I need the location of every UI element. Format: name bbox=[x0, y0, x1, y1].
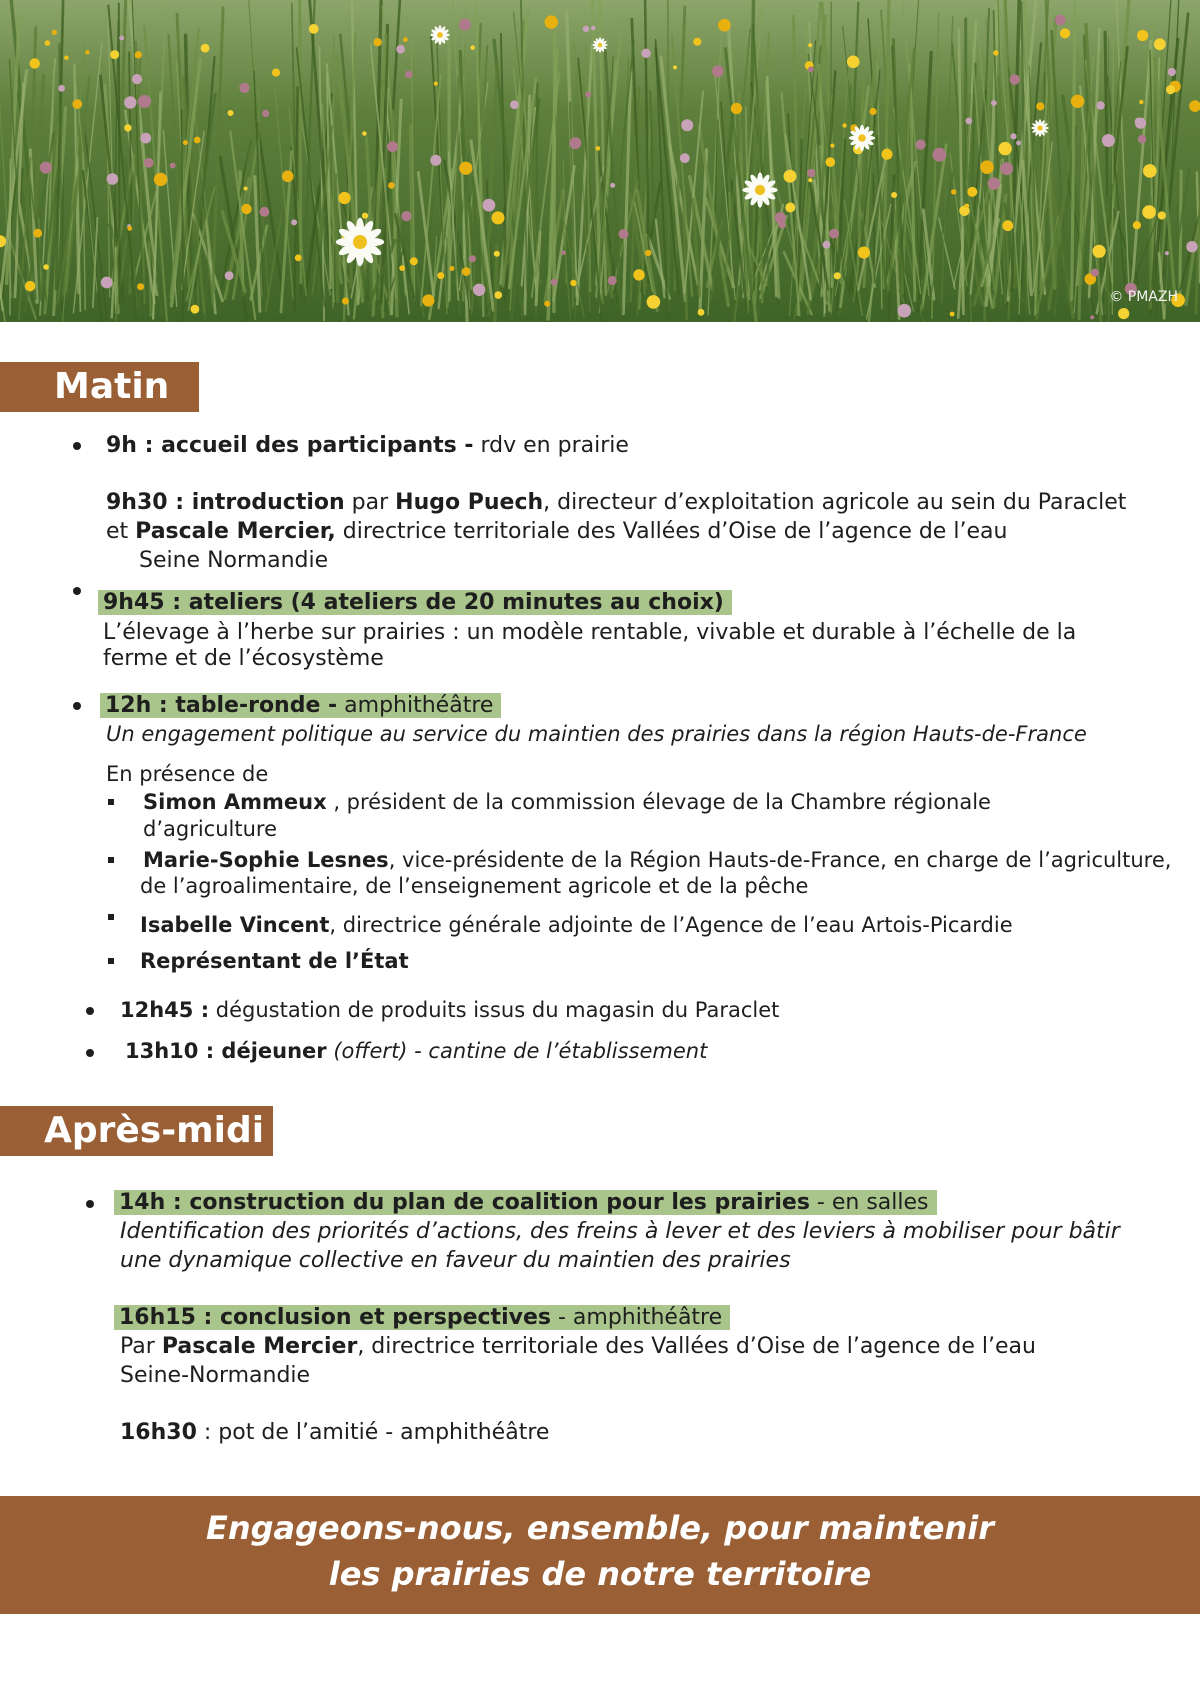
flower-dot bbox=[52, 30, 57, 35]
flower-dot bbox=[434, 82, 438, 86]
flower-dot bbox=[33, 229, 42, 238]
flower-dot bbox=[1010, 133, 1016, 139]
flower-dot bbox=[988, 177, 1000, 189]
flower-dot bbox=[119, 36, 124, 41]
flower-dot bbox=[965, 118, 972, 125]
flower-dot bbox=[712, 65, 724, 77]
flower-dot bbox=[1166, 85, 1175, 94]
flower-dot bbox=[138, 95, 151, 108]
flower-dot bbox=[45, 40, 51, 46]
agenda-item-introduction: 9h30 : introduction par Hugo Puech, directeur d’exploitation agricole au sein du Paraclet bbox=[106, 490, 1127, 515]
flower-dot bbox=[183, 140, 188, 145]
flower-dot bbox=[1071, 95, 1084, 108]
flower-dot bbox=[127, 226, 132, 231]
flower-dot bbox=[1093, 245, 1106, 258]
flower-dot bbox=[842, 123, 846, 127]
flower-dot bbox=[1102, 134, 1115, 147]
flower-dot bbox=[137, 283, 144, 290]
flower-dot bbox=[1016, 141, 1021, 146]
flower-dot bbox=[510, 100, 519, 109]
flower-dot bbox=[124, 124, 131, 131]
flower-dot bbox=[401, 211, 411, 221]
flower-dot bbox=[342, 298, 349, 305]
flower-dot bbox=[718, 19, 731, 32]
flower-dot bbox=[545, 15, 558, 28]
flower-dot bbox=[462, 267, 471, 276]
agenda-item-lunch: 13h10 : déjeuner (offert) - cantine de l’établissement bbox=[125, 1039, 708, 1063]
daisy-center bbox=[353, 235, 367, 249]
flower-dot bbox=[260, 207, 270, 217]
daisy-center bbox=[755, 185, 765, 195]
bullet-icon bbox=[86, 1200, 94, 1208]
flower-dot bbox=[64, 56, 68, 60]
flower-dot bbox=[1010, 74, 1020, 84]
panelist-state-representative: Représentant de l’État bbox=[140, 949, 409, 973]
flower-dot bbox=[570, 280, 576, 286]
flower-dot bbox=[610, 183, 615, 188]
square-bullet-icon bbox=[108, 914, 114, 920]
flower-dot bbox=[951, 189, 956, 194]
round-table-presence: En présence de bbox=[106, 762, 269, 786]
flower-dot bbox=[338, 192, 350, 204]
flower-dot bbox=[470, 45, 475, 50]
flower-dot bbox=[784, 170, 797, 183]
flower-dot bbox=[673, 65, 677, 69]
flower-dot bbox=[309, 24, 319, 34]
flower-dot bbox=[1143, 164, 1157, 178]
flower-dot bbox=[239, 83, 249, 93]
flower-dot bbox=[25, 281, 35, 291]
flower-dot bbox=[295, 254, 302, 261]
flower-dot bbox=[544, 301, 550, 307]
grass-blade bbox=[333, 37, 334, 308]
flower-dot bbox=[469, 255, 476, 262]
flower-dot bbox=[399, 265, 405, 271]
grass-blade bbox=[10, 159, 11, 314]
flower-dot bbox=[225, 271, 234, 280]
flower-dot bbox=[681, 119, 693, 131]
agenda-item-round-table: 12h : table-ronde - amphithéâtre bbox=[100, 692, 501, 720]
meadow-photo bbox=[0, 0, 1200, 322]
flower-dot bbox=[596, 146, 601, 151]
flower-dot bbox=[430, 155, 441, 166]
flower-dot bbox=[645, 250, 651, 256]
flower-dot bbox=[396, 45, 405, 54]
section-title-morning: Matin bbox=[0, 362, 199, 412]
footer-banner bbox=[0, 1496, 1200, 1614]
flower-dot bbox=[422, 294, 434, 306]
flower-dot bbox=[1060, 28, 1070, 38]
coalition-plan-description: Identification des priorités d’actions, des freins à lever et des leviers à mobiliser pour bâtir bbox=[120, 1219, 1120, 1244]
daisy-center bbox=[437, 32, 443, 38]
round-table-subtitle: Un engagement politique au service du maintien des prairies dans la région Hauts-de-France bbox=[106, 722, 1087, 746]
flower-dot bbox=[1154, 38, 1166, 50]
flower-dot bbox=[58, 85, 65, 92]
flower-dot bbox=[449, 266, 454, 271]
flower-dot bbox=[991, 100, 997, 106]
flower-dot bbox=[495, 291, 503, 299]
panelist-simon-ammeux: Simon Ammeux , président de la commission élevage de la Chambre régionale bbox=[143, 790, 991, 814]
agenda-item-tasting: 12h45 : dégustation de produits issus du magasin du Paraclet bbox=[120, 998, 780, 1022]
flower-dot bbox=[1158, 211, 1166, 219]
flower-dot bbox=[808, 43, 812, 47]
flower-dot bbox=[124, 96, 136, 108]
square-bullet-icon bbox=[108, 799, 114, 805]
panelist-isabelle-vincent: Isabelle Vincent, directrice générale adjointe de l’Agence de l’eau Artois-Picardie bbox=[140, 913, 1013, 937]
flower-dot bbox=[698, 309, 705, 316]
flower-dot bbox=[1096, 101, 1104, 109]
flower-dot bbox=[608, 276, 617, 285]
flower-dot bbox=[201, 44, 210, 53]
flower-dot bbox=[437, 272, 444, 279]
flower-dot bbox=[459, 162, 472, 175]
flower-dot bbox=[244, 187, 248, 191]
section-title-afternoon: Après-midi bbox=[0, 1106, 273, 1156]
footer-slogan-line2: les prairies de notre territoire bbox=[328, 1555, 872, 1593]
workshops-description-line2: ferme et de l’écosystème bbox=[103, 646, 384, 671]
bullet-icon bbox=[73, 442, 81, 450]
grass-blade bbox=[873, 174, 874, 283]
bullet-icon bbox=[73, 702, 81, 710]
bullet-icon bbox=[86, 1007, 94, 1015]
square-bullet-icon bbox=[108, 958, 114, 964]
flower-dot bbox=[898, 304, 912, 318]
flower-dot bbox=[403, 37, 408, 42]
coalition-plan-description-line2: une dynamique collective en faveur du maintien des prairies bbox=[120, 1248, 791, 1273]
flower-dot bbox=[194, 137, 201, 144]
daisy-center bbox=[858, 134, 866, 142]
flower-dot bbox=[647, 295, 661, 309]
panelist-simon-ammeux-line2: d’agriculture bbox=[143, 817, 277, 841]
flower-dot bbox=[591, 26, 596, 31]
daisy-center bbox=[1037, 125, 1042, 130]
agenda-item-friendship-drink: 16h30 : pot de l’amitié - amphithéâtre bbox=[120, 1420, 550, 1445]
flower-dot bbox=[569, 137, 581, 149]
agenda-item-coalition-plan: 14h : construction du plan de coalition pour les prairies - en salles bbox=[114, 1189, 937, 1217]
panelist-marie-sophie-lesnes: Marie-Sophie Lesnes, vice-présidente de la Région Hauts-de-France, en charge de l’agriculture, bbox=[143, 848, 1172, 872]
flower-dot bbox=[561, 251, 566, 256]
flower-dot bbox=[980, 160, 994, 174]
flower-dot bbox=[1135, 118, 1146, 129]
daisy-center bbox=[598, 43, 602, 47]
conclusion-speaker: Par Pascale Mercier, directrice territoriale des Vallées d’Oise de l’agence de l’eau bbox=[120, 1334, 1036, 1359]
flower-dot bbox=[140, 133, 151, 144]
flower-dot bbox=[967, 187, 977, 197]
flower-dot bbox=[680, 153, 690, 163]
flower-dot bbox=[1091, 269, 1099, 277]
flower-dot bbox=[808, 66, 814, 72]
flower-dot bbox=[858, 247, 870, 259]
panelist-marie-sophie-lesnes-line2: de l’agroalimentaire, de l’enseignement agricole et de la pêche bbox=[140, 874, 809, 898]
agenda-item-conclusion: 16h15 : conclusion et perspectives - amphithéâtre bbox=[114, 1304, 730, 1332]
grass-blade bbox=[300, 0, 301, 282]
flower-dot bbox=[869, 108, 876, 115]
flower-dot bbox=[807, 169, 815, 177]
flower-dot bbox=[362, 213, 368, 219]
flower-dot bbox=[826, 157, 836, 167]
agenda-item-welcome: 9h : accueil des participants - rdv en prairie bbox=[106, 433, 629, 458]
flower-dot bbox=[1055, 15, 1066, 26]
footer-slogan-line1: Engageons-nous, ensemble, pour maintenir bbox=[206, 1509, 994, 1547]
flower-dot bbox=[830, 144, 834, 148]
flower-dot bbox=[731, 103, 742, 114]
flower-dot bbox=[170, 163, 176, 169]
flower-dot bbox=[132, 74, 142, 84]
flower-dot bbox=[950, 312, 955, 317]
flower-dot bbox=[693, 38, 701, 46]
flower-dot bbox=[388, 182, 395, 189]
bullet-icon bbox=[73, 587, 81, 595]
flower-dot bbox=[107, 173, 119, 185]
flower-dot bbox=[459, 19, 471, 31]
flower-dot bbox=[73, 99, 83, 109]
flower-dot bbox=[374, 38, 382, 46]
flower-dot bbox=[998, 142, 1011, 155]
flower-dot bbox=[272, 69, 280, 77]
flower-dot bbox=[1137, 30, 1148, 41]
flower-dot bbox=[135, 51, 142, 58]
flower-dot bbox=[154, 173, 167, 186]
flower-dot bbox=[633, 269, 644, 280]
bullet-icon bbox=[86, 1049, 94, 1057]
flower-dot bbox=[1142, 205, 1156, 219]
flower-dot bbox=[1168, 68, 1176, 76]
grass-blade bbox=[495, 245, 497, 321]
flower-dot bbox=[619, 229, 629, 239]
agenda-item-introduction-line3: Seine Normandie bbox=[139, 548, 329, 573]
flower-dot bbox=[993, 50, 998, 55]
flower-dot bbox=[829, 229, 839, 239]
photo-credit: © PMAZH bbox=[1109, 289, 1178, 305]
flower-dot bbox=[964, 204, 969, 209]
conclusion-speaker-line2: Seine-Normandie bbox=[120, 1363, 311, 1388]
flower-dot bbox=[1139, 100, 1143, 104]
flower-dot bbox=[101, 277, 113, 289]
flower-dot bbox=[473, 284, 485, 296]
flower-dot bbox=[291, 219, 297, 225]
flower-dot bbox=[492, 211, 505, 224]
flower-dot bbox=[775, 212, 786, 223]
flower-dot bbox=[110, 50, 119, 59]
flower-dot bbox=[494, 251, 500, 257]
flower-dot bbox=[785, 203, 795, 213]
flower-dot bbox=[1036, 102, 1044, 110]
flower-dot bbox=[1186, 241, 1197, 252]
wildflower-meadow-photo bbox=[0, 0, 1200, 322]
flower-dot bbox=[241, 204, 251, 214]
flower-dot bbox=[882, 149, 893, 160]
flower-dot bbox=[282, 171, 294, 183]
flower-dot bbox=[823, 241, 831, 249]
flower-dot bbox=[551, 279, 558, 286]
flower-dot bbox=[1090, 315, 1094, 319]
agenda-item-introduction-line2: et Pascale Mercier, directrice territoriale des Vallées d’Oise de l’agence de l’eau bbox=[106, 519, 1008, 544]
flower-dot bbox=[847, 56, 860, 69]
flower-dot bbox=[191, 305, 200, 314]
agenda-item-workshops: 9h45 : ateliers (4 ateliers de 20 minutes au choix) bbox=[98, 589, 732, 617]
flower-dot bbox=[1000, 162, 1013, 175]
flower-dot bbox=[933, 148, 947, 162]
flower-dot bbox=[583, 26, 590, 33]
flower-dot bbox=[228, 110, 234, 116]
flower-dot bbox=[262, 110, 269, 117]
flower-dot bbox=[30, 58, 40, 68]
flower-dot bbox=[40, 162, 52, 174]
square-bullet-icon bbox=[108, 857, 114, 863]
flower-dot bbox=[144, 158, 154, 168]
flower-dot bbox=[405, 71, 413, 79]
flower-dot bbox=[362, 131, 367, 136]
flower-dot bbox=[410, 257, 418, 265]
flower-dot bbox=[585, 92, 591, 98]
flower-dot bbox=[483, 199, 496, 212]
flower-dot bbox=[916, 140, 926, 150]
flower-dot bbox=[1138, 135, 1146, 143]
flower-dot bbox=[1002, 220, 1013, 231]
flower-dot bbox=[43, 264, 49, 270]
flower-dot bbox=[834, 272, 841, 279]
grass-blade bbox=[119, 4, 120, 303]
grass-blade bbox=[336, 175, 338, 301]
flower-dot bbox=[641, 49, 650, 58]
flower-dot bbox=[891, 192, 897, 198]
flower-dot bbox=[808, 178, 812, 182]
flower-dot bbox=[387, 141, 398, 152]
flower-dot bbox=[1118, 308, 1129, 319]
flower-dot bbox=[85, 50, 89, 54]
flower-dot bbox=[1165, 251, 1169, 255]
workshops-description: L’élevage à l’herbe sur prairies : un modèle rentable, vivable et durable à l’échelle de la bbox=[103, 620, 1077, 645]
flower-dot bbox=[1133, 221, 1141, 229]
